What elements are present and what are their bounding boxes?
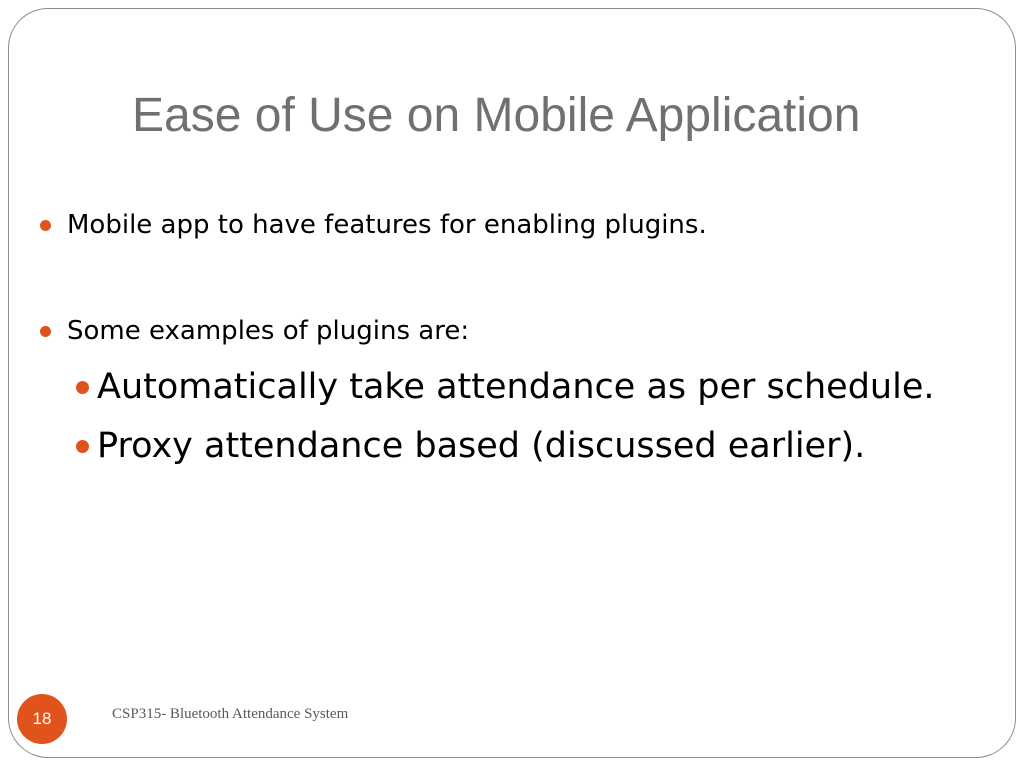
bullet-dot-icon [40, 326, 51, 337]
bullet-text: Mobile app to have features for enabling plugins. [67, 210, 707, 240]
bullet-item [40, 205, 707, 245]
sub-bullet-text: Automatically take attendance as per schedule. [97, 367, 935, 407]
sub-bullet-item [76, 421, 865, 471]
page-number-badge [17, 694, 67, 744]
bullet-dot-icon [76, 381, 89, 394]
slide-title: Ease of Use on Mobile Application [132, 89, 861, 142]
bullet-dot-icon [40, 220, 51, 231]
footer-text: CSP315- Bluetooth Attendance System [112, 706, 349, 722]
sub-bullet-text: Proxy attendance based (discussed earlier). [97, 426, 866, 466]
sub-bullet-item [76, 362, 935, 412]
bullet-item [40, 311, 469, 351]
page-number: 18 [32, 709, 52, 728]
bullet-text: Some examples of plugins are: [67, 316, 470, 346]
bullet-dot-icon [76, 440, 89, 453]
